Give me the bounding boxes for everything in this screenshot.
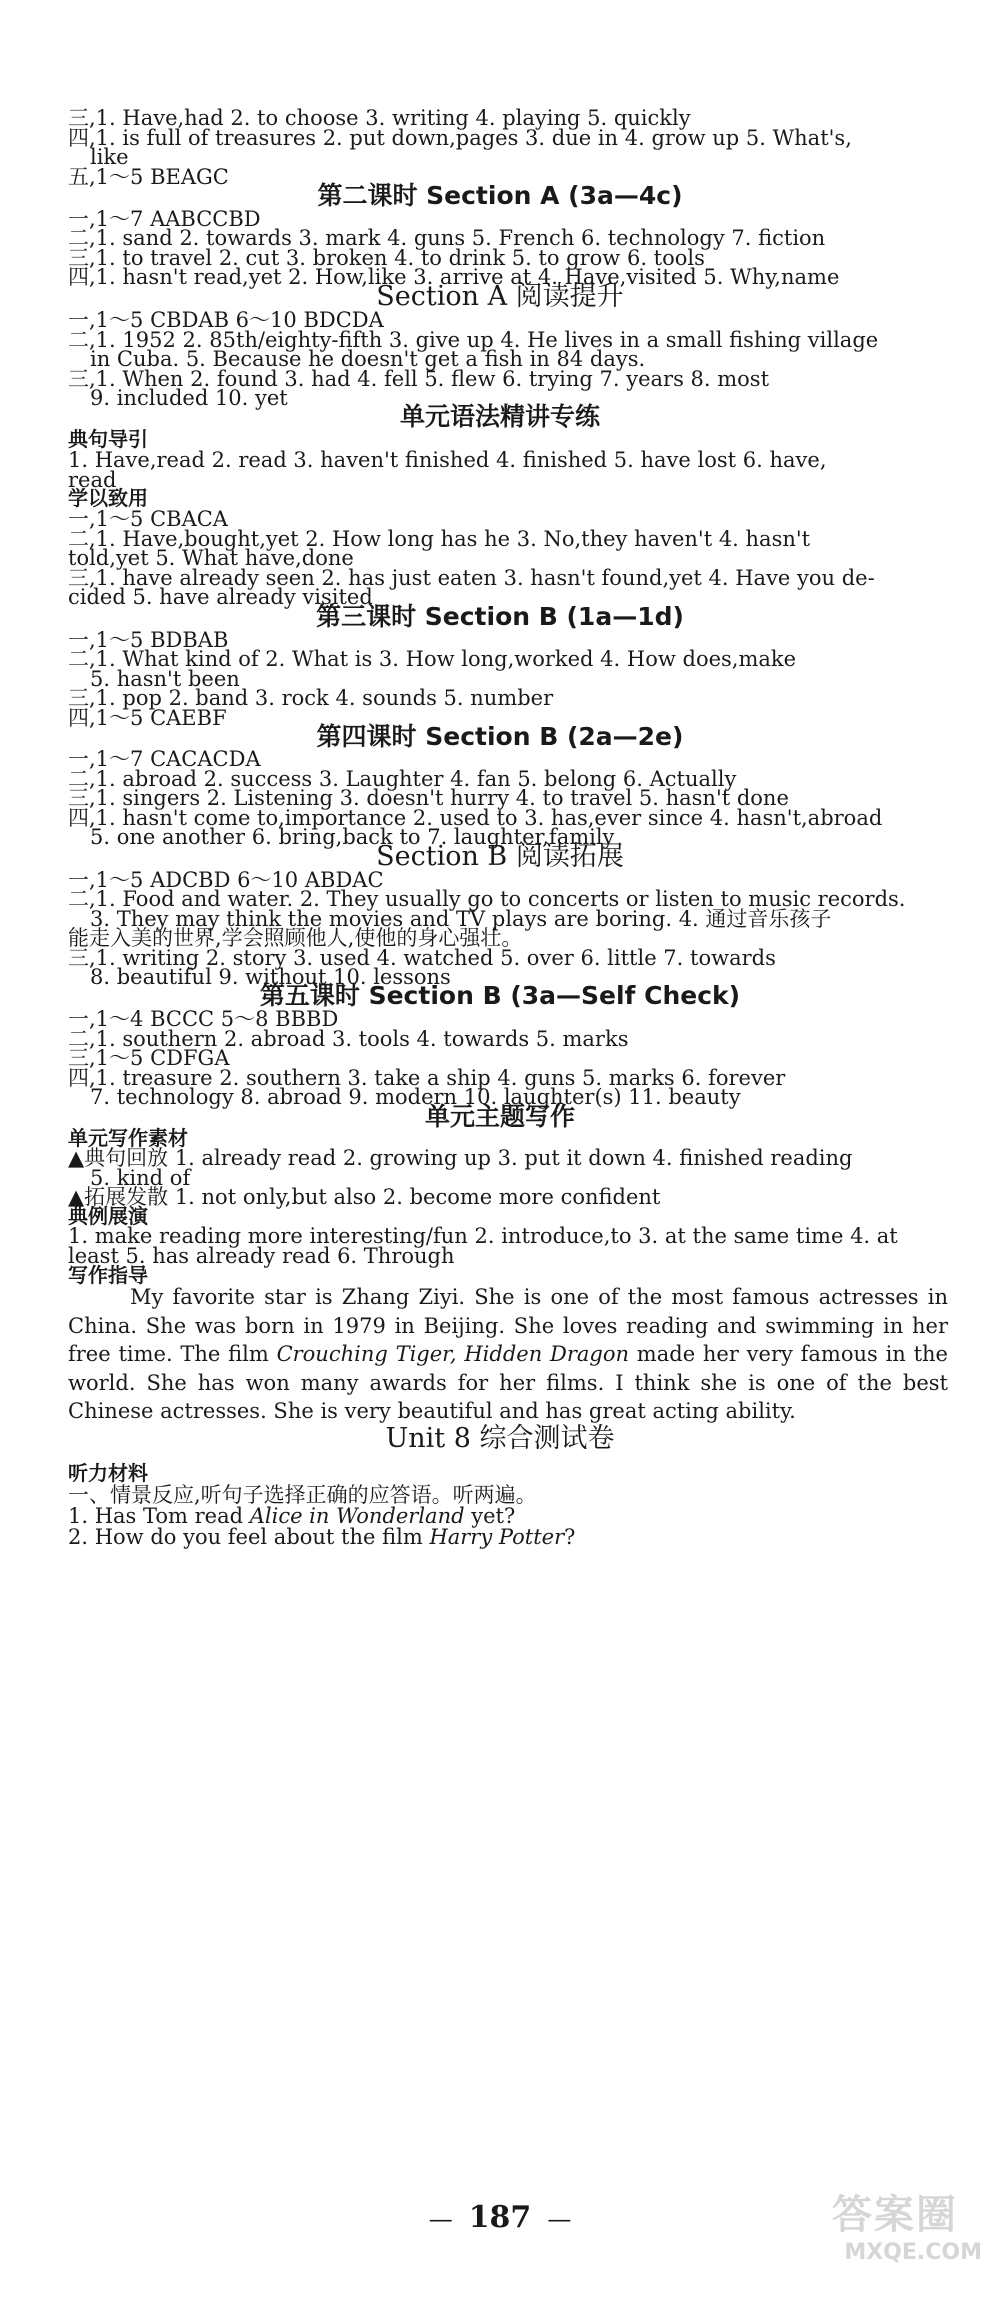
text-line: cided 5. have already visited	[68, 585, 373, 609]
text-line: least 5. has already read 6. Through	[68, 1244, 455, 1268]
text-line: ▲拓展发散 1. not only,but also 2. become more confident	[68, 1185, 661, 1209]
text-line: 9. included 10. yet	[90, 386, 288, 410]
text-line: 二,1. southern 2. abroad 3. tools 4. towards 5. marks	[68, 1027, 629, 1051]
film-title: Crouching Tiger, Hidden Dragon	[276, 1342, 630, 1366]
section-heading: 单元主题写作	[424, 1102, 575, 1131]
page-number: — 187 —	[428, 2200, 572, 2235]
text-line: 三,1～5 CDFGA	[68, 1046, 230, 1070]
section-heading: 第四课时 Section B (2a—2e)	[316, 722, 684, 751]
text-line: 一,1～5 CBACA	[68, 507, 228, 531]
text-line: 四,1. is full of treasures 2. put down,pages 3. due in 4. grow up 5. What's,	[68, 126, 852, 150]
text-line: in Cuba. 5. Because he doesn't get a fish in 84 days.	[90, 347, 646, 371]
sub-heading: 典句导引	[68, 427, 148, 451]
text-line: 二,1. sand 2. towards 3. mark 4. guns 5. French 6. technology 7. fiction	[68, 226, 826, 250]
text-line: 二,1. Have,bought,yet 2. How long has he 3. No,they haven't 4. hasn't	[68, 527, 811, 551]
text-line: 二,1. abroad 2. success 3. Laughter 4. fan 5. belong 6. Actually	[68, 767, 737, 791]
question-text: 2. How do you feel about the film	[68, 1525, 430, 1549]
text-line: 一,1～5 BDBAB	[68, 628, 229, 652]
question-text: ?	[564, 1525, 576, 1549]
text-line: 一,1～7 CACACDA	[68, 747, 261, 771]
text-line: like	[90, 145, 129, 169]
sub-heading: 写作指导	[68, 1263, 148, 1287]
text-line: 二,1. 1952 2. 85th/eighty-fifth 3. give up 4. He lives in a small fishing village	[68, 328, 879, 352]
text-line: 7. technology 8. abroad 9. modern 10. laughter(s) 11. beauty	[90, 1085, 741, 1109]
text-line: 二,1. What kind of 2. What is 3. How long,worked 4. How does,make	[68, 647, 797, 671]
section-heading: Unit 8 综合测试卷	[385, 1423, 615, 1454]
text-line: 一,1～7 AABCCBD	[68, 207, 261, 231]
text-line: 一,1～5 ADCBD 6～10 ABDAC	[68, 868, 384, 892]
text-line: 三,1. have already seen 2. has just eaten 3. hasn't found,yet 4. Have you de-	[68, 566, 875, 590]
question-text: yet?	[464, 1504, 516, 1528]
sub-heading: 单元写作素材	[68, 1126, 188, 1150]
sub-heading: 典例展演	[68, 1204, 148, 1228]
text-line: ▲典句回放 1. already read 2. growing up 3. put it down 4. finished reading	[68, 1146, 853, 1170]
section-heading: 第二课时 Section A (3a—4c)	[317, 181, 683, 210]
text-line: 四,1. hasn't read,yet 2. How,like 3. arrive at 4. Have,visited 5. Why,name	[68, 265, 840, 289]
text-line: 二,1. Food and water. 2. They usually go to concerts or listen to music records.	[68, 887, 906, 911]
sub-heading: 听力材料	[68, 1461, 148, 1485]
text-line: 3. They may think the movies and TV plays are boring. 4. 通过音乐孩子	[90, 907, 832, 931]
text-line: 5. kind of	[90, 1166, 191, 1190]
text-line: 一、情景反应,听句子选择正确的应答语。听两遍。	[68, 1483, 537, 1507]
text-line: 四,1. treasure 2. southern 3. take a ship 4. guns 5. marks 6. forever	[68, 1066, 786, 1090]
section-heading: 第三课时 Section B (1a—1d)	[316, 602, 684, 631]
text-line: 1. Have,read 2. read 3. haven't finished 4. finished 5. have lost 6. have,	[68, 448, 827, 472]
text-line: 5. hasn't been	[90, 667, 240, 691]
text-line: 四,1. hasn't come to,importance 2. used to 3. has,ever since 4. hasn't,abroad	[68, 806, 883, 830]
question-text: 1. Has Tom read	[68, 1504, 250, 1528]
section-heading: 单元语法精讲专练	[399, 402, 600, 431]
film-title: Harry Potter	[429, 1525, 565, 1549]
text-line: 5. one another 6. bring,back to 7. laughter,family	[90, 825, 615, 849]
text-line: 三,1. to travel 2. cut 3. broken 4. to drink 5. to grow 6. tools	[68, 246, 705, 270]
text-line: 能走入美的世界,学会照顾他人,使他的身心强壮。	[68, 926, 523, 950]
text-line: 一,1～4 BCCC 5～8 BBBD	[68, 1007, 339, 1031]
essay-text: made her very famous in the world. She has won many awards for her films. I think she is one of the best Chinese actresses. She is very beautiful and has great acting ability.	[68, 1342, 948, 1423]
sub-heading: 学以致用	[68, 486, 148, 510]
essay-text: My favorite star is Zhang Ziyi. She is one of the most famous actresses in China. She was born in 1979 in Beijing. She loves reading and swimming in her free time. The film	[68, 1285, 948, 1366]
sample-essay	[68, 1283, 948, 1426]
text-line: told,yet 5. What have,done	[68, 546, 354, 570]
text-line: 一,1～5 CBDAB 6～10 BDCDA	[68, 308, 384, 332]
section-heading: Section B 阅读拓展	[376, 841, 624, 872]
text-line: 三,1. singers 2. Listening 3. doesn't hurry 4. to travel 5. hasn't done	[68, 786, 789, 810]
text-line: 1. make reading more interesting/fun 2. introduce,to 3. at the same time 4. at	[68, 1224, 898, 1248]
section-heading: 第五课时 Section B (3a—Self Check)	[259, 981, 741, 1010]
watermark-logo	[832, 2190, 982, 2276]
text-line	[68, 1523, 575, 1551]
text-line: read	[68, 468, 117, 492]
section-heading: Section A 阅读提升	[376, 281, 624, 312]
watermark-url: MXQE.COM	[844, 2240, 982, 2265]
text-line: 8. beautiful 9. without 10. lessons	[90, 965, 451, 989]
text-line: 三,1. pop 2. band 3. rock 4. sounds 5. number	[68, 686, 554, 710]
watermark-logo-text: 答案圈	[832, 2192, 958, 2238]
book-title: Alice in Wonderland	[249, 1504, 465, 1528]
text-line: 三,1. writing 2. story 3. used 4. watched 5. over 6. little 7. towards	[68, 946, 776, 970]
text-line: 三,1. When 2. found 3. had 4. fell 5. flew 6. trying 7. years 8. most	[68, 367, 770, 391]
text-line: 四,1～5 CAEBF	[68, 706, 227, 730]
text-line: 五,1～5 BEAGC	[68, 165, 229, 189]
text-line: 三,1. Have,had 2. to choose 3. writing 4. playing 5. quickly	[68, 106, 691, 130]
